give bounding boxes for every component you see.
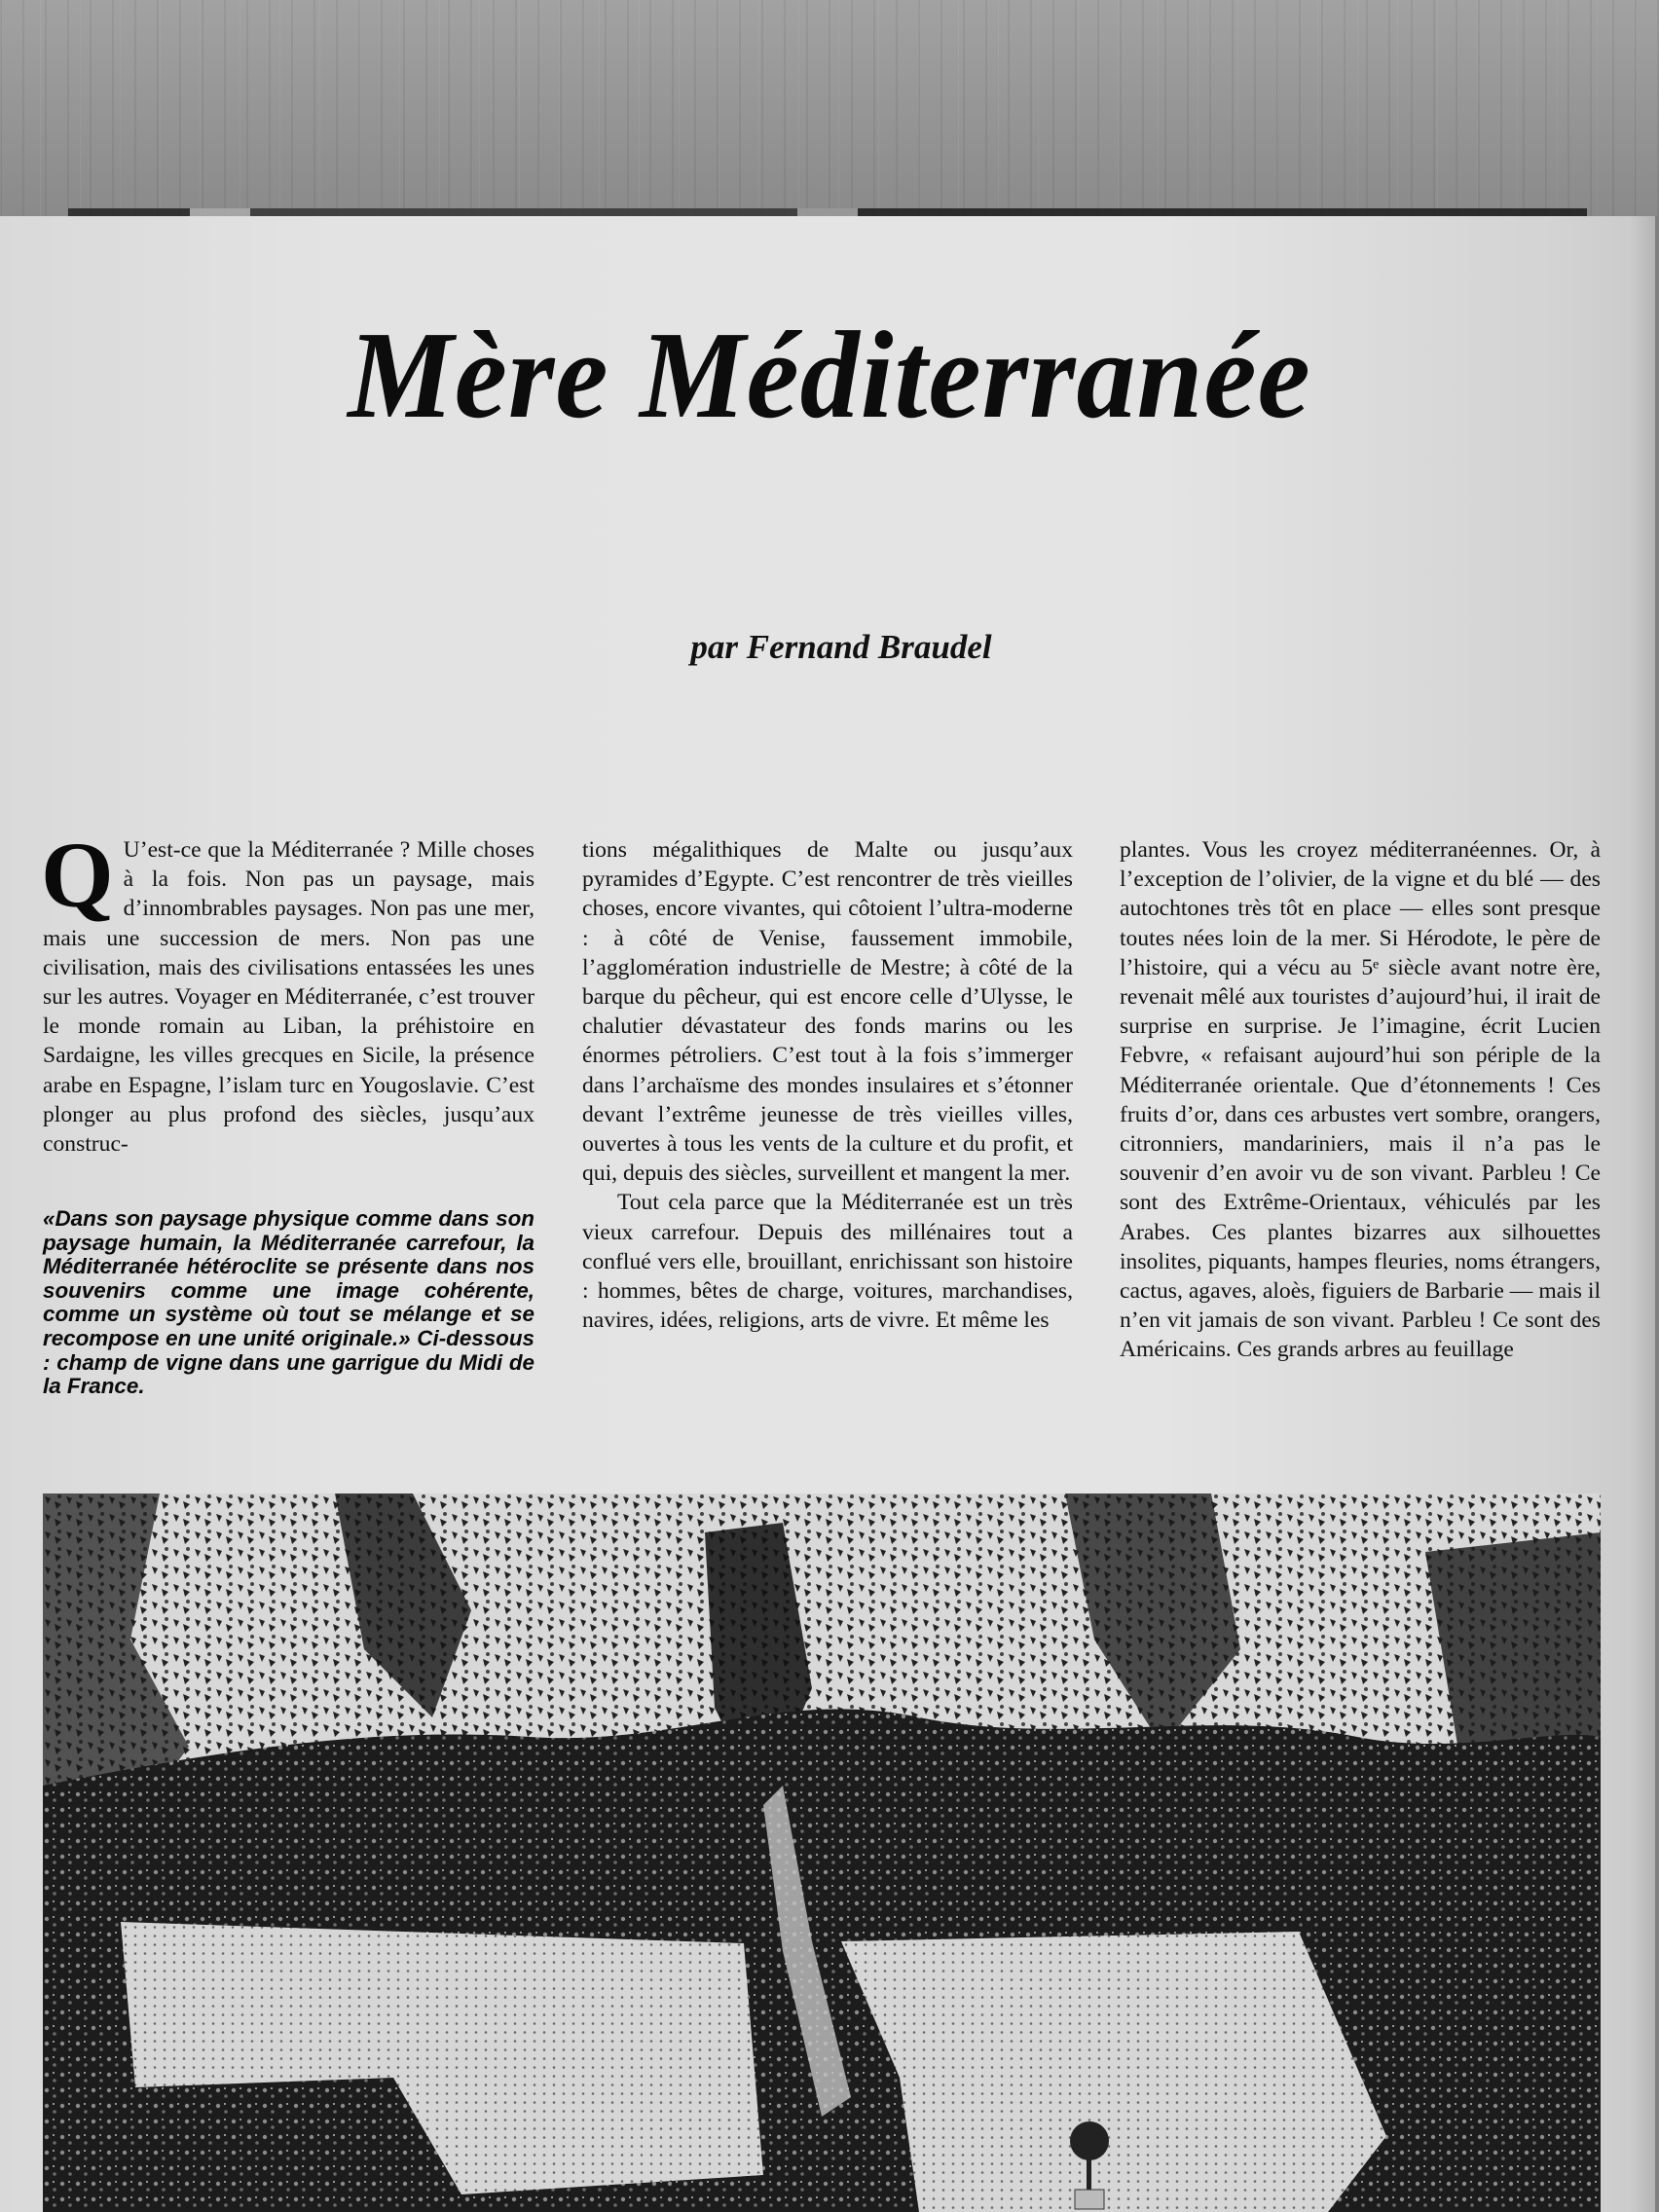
vineyard-photo [43, 1493, 1601, 2212]
paragraph: plantes. Vous les croyez méditerranéennes. Or, à l’exception de l’olivier, de la vigne et du blé — des autochtones très tôt en place — elles sont presque toutes nées loin de la mer. Si Hérodote, le père de l’histoire, qui a vécu au 5ᵉ siècle avant notre ère, revenait mêlé aux touristes d’aujourd’hui, il irait de surprise en surprise. Je l’imagine, écrit Lucien Febvre, « refaisant aujourd’hui son périple de la Méditerranée orientale. Que d’étonnements ! Ces fruits d’or, dans ces arbustes vert sombre, orangers, citronniers, mandariniers, mais il n’a pas le souvenir d’en avoir vu de son vivant. Parbleu ! Ce sont des Extrême-Orientaux, véhiculés par les Arabes. Ces plantes bizarres aux silhouettes insolites, piquants, hampes fleuries, noms étrangers, cactus, agaves, aloès, figuiers de Barbarie — mais il n’en vit jamais de son vivant. Parbleu ! Ce sont des Américains. Ces grands arbres au feuillage [1120, 837, 1601, 1363]
article-title: Mère Méditerranée [348, 306, 1311, 445]
photo-caption: «Dans son paysage physique comme dans son paysage humain, la Méditerranée carrefour, la Méditerranée hétéroclite se présente dans nos souvenirs comme une image cohérente, comme un système où tout se mélange et se recompose en une unité originale.» Ci-dessous : champ de vigne dans une garrigue du Midi de la France. [43, 1206, 535, 1399]
text-column-2 [582, 835, 1073, 1335]
text-column-1 [41, 823, 535, 1159]
drop-cap: Q [41, 823, 114, 927]
background-surface [0, 0, 1659, 216]
paragraph: U’est-ce que la Méditerranée ? Mille choses à la fois. Non pas un paysage, mais d’innombrables paysages. Non pas une mer, mais une succession de mers. Non pas une civilisation, mais des civilisations entassées les unes sur les autres. Voyager en Méditerranée, c’est trouver le monde romain au Liban, la préhistoire en Sardaigne, les villes grecques en Sicile, la présence arabe en Espagne, l’islam turc en Yougoslavie. C’est plonger au plus profond des siècles, jusqu’aux construc- [43, 837, 535, 1158]
paragraph: tions mégalithiques de Malte ou jusqu’aux pyramides d’Egypte. C’est rencontrer de très vieilles choses, encore vivantes, qui côtoient l’ultra-moderne : à côté de Venise, faussement immobile, l’agglomération industrielle de Mestre; à côté de la barque du pêcheur, qui est encore celle d’Ulysse, le chalutier dévastateur des fonds marins ou les énormes pétroliers. C’est tout à la fois s’immerger dans l’archaïsme des mondes insulaires et s’étonner devant l’extrême jeunesse de très vieilles villes, ouvertes à tous les vents de la culture et du profit, et qui, depuis des siècles, surveillent et mangent la mer. [582, 837, 1073, 1187]
paragraph: Tout cela parce que la Méditerranée est un très vieux carrefour. Depuis des millénaires tout a conflué vers elle, brouillant, enrichissant son histoire : hommes, bêtes de charge, voitures, marchandises, navires, idées, religions, arts de vivre. Et même les [582, 1190, 1073, 1334]
halftone-landscape-image [43, 1493, 1601, 2212]
article-byline: par Fernand Braudel [690, 628, 992, 666]
page-fold-shadow [1630, 216, 1659, 2212]
text-column-3 [1120, 835, 1601, 1365]
